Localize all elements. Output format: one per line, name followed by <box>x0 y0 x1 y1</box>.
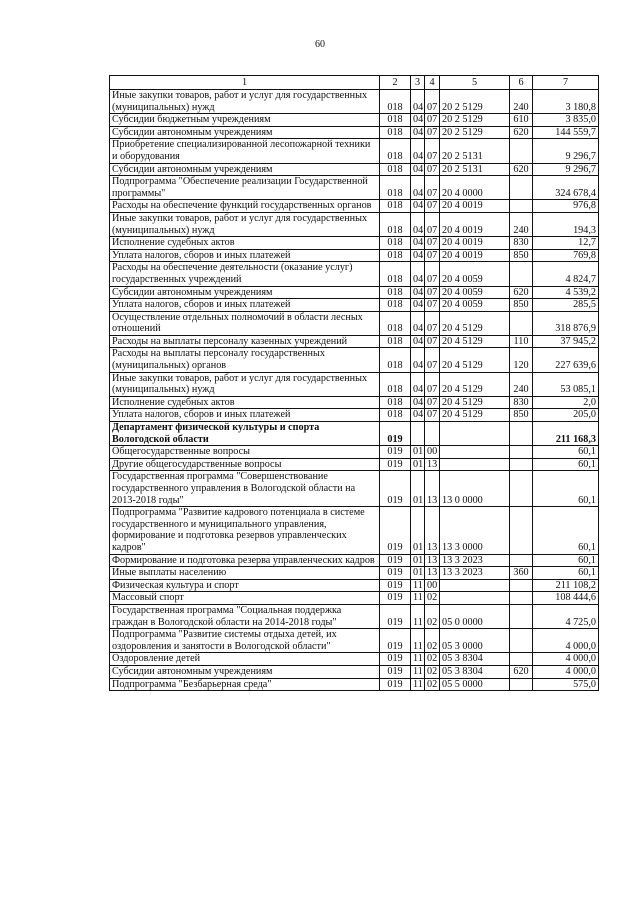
target-code <box>440 458 510 471</box>
target-code: 20 4 0000 <box>440 176 510 200</box>
expense-type-code <box>510 629 533 653</box>
expense-type-code <box>510 471 533 507</box>
section-code: 04 <box>411 396 425 409</box>
expense-type-code: 620 <box>510 163 533 176</box>
amount: 4 539,2 <box>533 286 599 299</box>
expense-type-code: 110 <box>510 335 533 348</box>
section-code: 01 <box>411 458 425 471</box>
ministry-code: 018 <box>380 286 411 299</box>
section-code: 11 <box>411 604 425 628</box>
amount: 4 725,0 <box>533 604 599 628</box>
amount: 60,1 <box>533 471 599 507</box>
ministry-code: 019 <box>380 653 411 666</box>
target-code: 20 4 5129 <box>440 372 510 396</box>
amount: 575,0 <box>533 678 599 691</box>
expense-type-code <box>510 604 533 628</box>
expense-type-code <box>510 579 533 592</box>
target-code: 20 4 0019 <box>440 237 510 250</box>
target-code: 20 4 5129 <box>440 348 510 372</box>
table-row <box>110 114 599 127</box>
ministry-code: 018 <box>380 176 411 200</box>
item-name: Субсидии автономным учреждениям <box>110 665 380 678</box>
subsection-code: 07 <box>425 299 440 312</box>
subsection-code: 07 <box>425 114 440 127</box>
expense-type-code <box>510 653 533 666</box>
section-code: 01 <box>411 471 425 507</box>
ministry-code: 018 <box>380 114 411 127</box>
subsection-code: 13 <box>425 458 440 471</box>
expense-type-code <box>510 507 533 554</box>
item-name: Расходы на обеспечение функций государственных органов <box>110 200 380 213</box>
target-code: 20 2 5129 <box>440 114 510 127</box>
section-code: 11 <box>411 653 425 666</box>
ministry-code: 018 <box>380 372 411 396</box>
subsection-code <box>425 422 440 446</box>
item-name: Подпрограмма "Развитие системы отдыха детей, их оздоровления и занятости в Вологодской области" <box>110 629 380 653</box>
ministry-code: 019 <box>380 592 411 605</box>
item-name: Государственная программа "Совершенствование государственного управления в Вологодской области на 2013-2018 годы" <box>110 471 380 507</box>
target-code: 20 4 0019 <box>440 212 510 236</box>
table-row <box>110 200 599 213</box>
expense-type-code <box>510 262 533 286</box>
target-code: 05 3 0000 <box>440 629 510 653</box>
expense-type-code <box>510 592 533 605</box>
section-code: 04 <box>411 372 425 396</box>
section-code: 04 <box>411 335 425 348</box>
expense-type-code <box>510 422 533 446</box>
header-cell: 6 <box>510 76 533 90</box>
amount: 2,0 <box>533 396 599 409</box>
section-code: 11 <box>411 665 425 678</box>
ministry-code: 018 <box>380 200 411 213</box>
ministry-code: 018 <box>380 249 411 262</box>
amount: 285,5 <box>533 299 599 312</box>
item-name: Другие общегосударственные вопросы <box>110 458 380 471</box>
table-row <box>110 126 599 139</box>
item-name: Иные закупки товаров, работ и услуг для государственных (муниципальных) нужд <box>110 90 380 114</box>
section-code: 04 <box>411 249 425 262</box>
expense-type-code <box>510 311 533 335</box>
amount: 12,7 <box>533 237 599 250</box>
amount: 60,1 <box>533 458 599 471</box>
section-code: 04 <box>411 348 425 372</box>
subsection-code: 02 <box>425 653 440 666</box>
section-code <box>411 422 425 446</box>
item-name: Уплата налогов, сборов и иных платежей <box>110 249 380 262</box>
target-code: 20 2 5129 <box>440 90 510 114</box>
item-name: Субсидии автономным учреждениям <box>110 286 380 299</box>
table-row <box>110 471 599 507</box>
table-row <box>110 286 599 299</box>
subsection-code: 07 <box>425 212 440 236</box>
ministry-code: 018 <box>380 348 411 372</box>
target-code: 20 2 5129 <box>440 126 510 139</box>
ministry-code: 019 <box>380 567 411 580</box>
ministry-code: 019 <box>380 446 411 459</box>
section-code: 04 <box>411 139 425 163</box>
subsection-code: 07 <box>425 286 440 299</box>
item-name: Исполнение судебных актов <box>110 237 380 250</box>
item-name: Осуществление отдельных полномочий в области лесных отношений <box>110 311 380 335</box>
section-code: 04 <box>411 90 425 114</box>
amount: 211 168,3 <box>533 422 599 446</box>
target-code <box>440 446 510 459</box>
section-code: 01 <box>411 507 425 554</box>
amount: 60,1 <box>533 446 599 459</box>
expense-type-code: 240 <box>510 372 533 396</box>
amount: 3 835,0 <box>533 114 599 127</box>
subsection-code: 13 <box>425 507 440 554</box>
ministry-code: 019 <box>380 665 411 678</box>
item-name: Государственная программа "Социальная поддержка граждан в Вологодской области на 2014-2018 годы" <box>110 604 380 628</box>
subsection-code: 07 <box>425 335 440 348</box>
subsection-code: 00 <box>425 446 440 459</box>
section-code: 04 <box>411 114 425 127</box>
target-code: 05 3 8304 <box>440 653 510 666</box>
amount: 60,1 <box>533 567 599 580</box>
section-code: 01 <box>411 567 425 580</box>
target-code: 05 5 0000 <box>440 678 510 691</box>
item-name: Подпрограмма "Развитие кадрового потенциала в системе государственного и муниципального управления, формирование и подготовка резервов управленческих кадров" <box>110 507 380 554</box>
item-name: Расходы на обеспечение деятельности (оказание услуг) государственных учреждений <box>110 262 380 286</box>
item-name: Иные закупки товаров, работ и услуг для государственных (муниципальных) нужд <box>110 372 380 396</box>
target-code: 05 3 8304 <box>440 665 510 678</box>
expense-type-code: 610 <box>510 114 533 127</box>
ministry-code: 019 <box>380 471 411 507</box>
header-cell: 3 <box>411 76 425 90</box>
table-row <box>110 422 599 446</box>
amount: 769,8 <box>533 249 599 262</box>
expense-type-code: 240 <box>510 90 533 114</box>
target-code: 20 2 5131 <box>440 163 510 176</box>
table-row <box>110 567 599 580</box>
amount: 4 000,0 <box>533 653 599 666</box>
amount: 976,8 <box>533 200 599 213</box>
ministry-code: 018 <box>380 409 411 422</box>
item-name: Уплата налогов, сборов и иных платежей <box>110 409 380 422</box>
item-name: Департамент физической культуры и спорта Вологодской области <box>110 422 380 446</box>
amount: 144 559,7 <box>533 126 599 139</box>
ministry-code: 018 <box>380 163 411 176</box>
table-row <box>110 665 599 678</box>
amount: 9 296,7 <box>533 139 599 163</box>
table-row <box>110 554 599 567</box>
item-name: Физическая культура и спорт <box>110 579 380 592</box>
item-name: Субсидии автономным учреждениям <box>110 163 380 176</box>
target-code: 20 2 5131 <box>440 139 510 163</box>
subsection-code: 02 <box>425 592 440 605</box>
table-row <box>110 446 599 459</box>
ministry-code: 019 <box>380 458 411 471</box>
amount: 4 000,0 <box>533 629 599 653</box>
table-header-row <box>110 76 599 90</box>
expense-type-code <box>510 446 533 459</box>
target-code: 20 4 0059 <box>440 286 510 299</box>
ministry-code: 018 <box>380 262 411 286</box>
section-code: 04 <box>411 163 425 176</box>
subsection-code: 13 <box>425 567 440 580</box>
subsection-code: 13 <box>425 471 440 507</box>
subsection-code: 13 <box>425 554 440 567</box>
subsection-code: 02 <box>425 629 440 653</box>
section-code: 04 <box>411 212 425 236</box>
subsection-code: 07 <box>425 237 440 250</box>
amount: 227 639,6 <box>533 348 599 372</box>
target-code: 20 4 0019 <box>440 249 510 262</box>
subsection-code: 02 <box>425 604 440 628</box>
expense-type-code: 620 <box>510 126 533 139</box>
section-code: 04 <box>411 286 425 299</box>
subsection-code: 07 <box>425 90 440 114</box>
section-code: 11 <box>411 592 425 605</box>
ministry-code: 019 <box>380 604 411 628</box>
ministry-code: 019 <box>380 554 411 567</box>
item-name: Иные закупки товаров, работ и услуг для государственных (муниципальных) нужд <box>110 212 380 236</box>
expense-type-code <box>510 176 533 200</box>
table-row <box>110 299 599 312</box>
amount: 4 824,7 <box>533 262 599 286</box>
table-row <box>110 176 599 200</box>
table-row <box>110 629 599 653</box>
table-row <box>110 348 599 372</box>
table-row <box>110 249 599 262</box>
section-code: 04 <box>411 200 425 213</box>
table-row <box>110 335 599 348</box>
expense-type-code: 850 <box>510 249 533 262</box>
expense-type-code: 120 <box>510 348 533 372</box>
item-name: Исполнение судебных актов <box>110 396 380 409</box>
target-code: 13 3 2023 <box>440 554 510 567</box>
expense-type-code <box>510 458 533 471</box>
table-row <box>110 90 599 114</box>
expense-type-code: 360 <box>510 567 533 580</box>
amount: 324 678,4 <box>533 176 599 200</box>
table-row <box>110 604 599 628</box>
header-cell: 7 <box>533 76 599 90</box>
expense-type-code: 850 <box>510 409 533 422</box>
item-name: Расходы на выплаты персоналу казенных учреждений <box>110 335 380 348</box>
amount: 205,0 <box>533 409 599 422</box>
ministry-code: 018 <box>380 139 411 163</box>
expense-type-code: 830 <box>510 237 533 250</box>
expense-type-code <box>510 678 533 691</box>
target-code: 20 4 5129 <box>440 396 510 409</box>
target-code: 20 4 5129 <box>440 311 510 335</box>
subsection-code: 07 <box>425 409 440 422</box>
section-code: 11 <box>411 629 425 653</box>
table-row <box>110 372 599 396</box>
ministry-code: 019 <box>380 579 411 592</box>
ministry-code: 019 <box>380 629 411 653</box>
amount: 9 296,7 <box>533 163 599 176</box>
subsection-code: 07 <box>425 372 440 396</box>
ministry-code: 019 <box>380 422 411 446</box>
target-code: 20 4 5129 <box>440 409 510 422</box>
table-row <box>110 396 599 409</box>
ministry-code: 019 <box>380 678 411 691</box>
expense-type-code <box>510 554 533 567</box>
subsection-code: 07 <box>425 163 440 176</box>
amount: 318 876,9 <box>533 311 599 335</box>
item-name: Массовый спорт <box>110 592 380 605</box>
amount: 211 108,2 <box>533 579 599 592</box>
subsection-code: 02 <box>425 678 440 691</box>
item-name: Приобретение специализированной лесопожарной техники и оборудования <box>110 139 380 163</box>
item-name: Расходы на выплаты персоналу государственных (муниципальных) органов <box>110 348 380 372</box>
subsection-code: 07 <box>425 262 440 286</box>
item-name: Субсидии автономным учреждениям <box>110 126 380 139</box>
amount: 53 085,1 <box>533 372 599 396</box>
target-code: 13 0 0000 <box>440 471 510 507</box>
table-row <box>110 507 599 554</box>
header-cell: 4 <box>425 76 440 90</box>
header-cell: 5 <box>440 76 510 90</box>
section-code: 11 <box>411 678 425 691</box>
expense-type-code: 240 <box>510 212 533 236</box>
subsection-code: 07 <box>425 311 440 335</box>
amount: 3 180,8 <box>533 90 599 114</box>
table-row <box>110 139 599 163</box>
table-row <box>110 262 599 286</box>
table-row <box>110 409 599 422</box>
table-row <box>110 212 599 236</box>
target-code <box>440 592 510 605</box>
target-code <box>440 422 510 446</box>
expense-type-code: 620 <box>510 665 533 678</box>
subsection-code: 00 <box>425 579 440 592</box>
table-row <box>110 579 599 592</box>
amount: 37 945,2 <box>533 335 599 348</box>
amount: 60,1 <box>533 554 599 567</box>
table-row <box>110 163 599 176</box>
amount: 108 444,6 <box>533 592 599 605</box>
amount: 60,1 <box>533 507 599 554</box>
ministry-code: 018 <box>380 212 411 236</box>
item-name: Оздоровление детей <box>110 653 380 666</box>
expense-type-code <box>510 139 533 163</box>
subsection-code: 07 <box>425 348 440 372</box>
subsection-code: 07 <box>425 249 440 262</box>
ministry-code: 018 <box>380 126 411 139</box>
subsection-code: 07 <box>425 396 440 409</box>
subsection-code: 07 <box>425 126 440 139</box>
section-code: 04 <box>411 262 425 286</box>
item-name: Уплата налогов, сборов и иных платежей <box>110 299 380 312</box>
item-name: Субсидии бюджетным учреждениям <box>110 114 380 127</box>
target-code: 13 3 2023 <box>440 567 510 580</box>
item-name: Подпрограмма "Обеспечение реализации Государственной программы" <box>110 176 380 200</box>
section-code: 04 <box>411 409 425 422</box>
header-cell: 1 <box>110 76 380 90</box>
table-row <box>110 458 599 471</box>
subsection-code: 07 <box>425 139 440 163</box>
header-cell: 2 <box>380 76 411 90</box>
table-row <box>110 311 599 335</box>
section-code: 04 <box>411 311 425 335</box>
ministry-code: 018 <box>380 335 411 348</box>
section-code: 04 <box>411 299 425 312</box>
section-code: 11 <box>411 579 425 592</box>
target-code <box>440 579 510 592</box>
item-name: Подпрограмма "Безбарьерная среда" <box>110 678 380 691</box>
page-number: 60 <box>315 39 325 50</box>
ministry-code: 018 <box>380 396 411 409</box>
section-code: 01 <box>411 554 425 567</box>
expense-type-code: 830 <box>510 396 533 409</box>
expense-type-code: 850 <box>510 299 533 312</box>
subsection-code: 07 <box>425 176 440 200</box>
section-code: 04 <box>411 237 425 250</box>
subsection-code: 02 <box>425 665 440 678</box>
ministry-code: 019 <box>380 507 411 554</box>
amount: 4 000,0 <box>533 665 599 678</box>
target-code: 20 4 5129 <box>440 335 510 348</box>
target-code: 05 0 0000 <box>440 604 510 628</box>
amount: 194,3 <box>533 212 599 236</box>
expense-type-code: 620 <box>510 286 533 299</box>
ministry-code: 018 <box>380 90 411 114</box>
table-row <box>110 653 599 666</box>
section-code: 04 <box>411 126 425 139</box>
table-row <box>110 592 599 605</box>
subsection-code: 07 <box>425 200 440 213</box>
section-code: 04 <box>411 176 425 200</box>
section-code: 01 <box>411 446 425 459</box>
item-name: Формирование и подготовка резерва управленческих кадров <box>110 554 380 567</box>
target-code: 20 4 0019 <box>440 200 510 213</box>
ministry-code: 018 <box>380 237 411 250</box>
expense-type-code <box>510 200 533 213</box>
target-code: 20 4 0059 <box>440 262 510 286</box>
item-name: Общегосударственные вопросы <box>110 446 380 459</box>
ministry-code: 018 <box>380 311 411 335</box>
item-name: Иные выплаты населению <box>110 567 380 580</box>
budget-table <box>109 75 599 691</box>
ministry-code: 018 <box>380 299 411 312</box>
target-code: 20 4 0059 <box>440 299 510 312</box>
target-code: 13 3 0000 <box>440 507 510 554</box>
table-row <box>110 237 599 250</box>
table-row <box>110 678 599 691</box>
